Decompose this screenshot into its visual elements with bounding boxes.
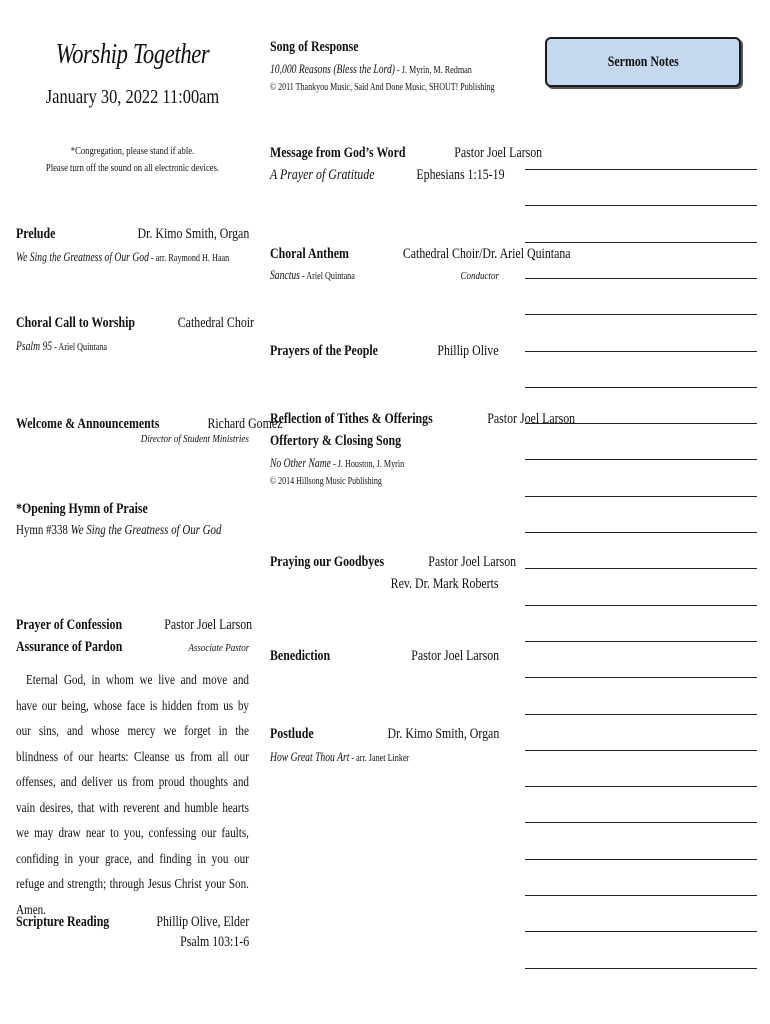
choral-call-title: Choral Call to Worship [16, 315, 136, 331]
note-line [525, 387, 757, 388]
device-note: Please turn off the sound on all electronic devices. [45, 163, 220, 174]
note-line [525, 169, 757, 170]
postlude-credit: - arr. Janet Linker [349, 752, 410, 764]
note-line [525, 677, 757, 678]
scripture-reference: Psalm 103:1-6 [179, 934, 249, 950]
message-title: Message from God’s Word [270, 145, 406, 161]
service-date: January 30, 2022 11:00am [45, 86, 220, 108]
offertory-copyright-line [270, 476, 410, 487]
confession-row [16, 614, 253, 636]
goodbyes-title: Praying our Goodbyes [270, 554, 385, 570]
opening-hymn-piece: We Sing the Greatness of Our God [70, 523, 222, 538]
bulletin-title: Worship Together [55, 38, 210, 70]
tithes-row [270, 408, 576, 430]
prelude-title: Prelude [16, 226, 56, 242]
goodbyes-row [270, 551, 517, 573]
confession-role: Associate Pastor [188, 642, 249, 654]
anthem-role: Conductor [460, 270, 499, 282]
welcome-row [16, 413, 283, 435]
prelude-row [16, 223, 249, 245]
note-line [525, 822, 757, 823]
scripture-row [16, 911, 249, 933]
note-line [525, 351, 757, 352]
song-response-credit: - J. Myrin, M. Redman [394, 64, 472, 76]
confession-person: Pastor Joel Larson [164, 617, 253, 633]
note-line [525, 641, 757, 642]
note-line [525, 750, 757, 751]
confession-title: Prayer of Confession [16, 617, 123, 633]
note-line [525, 714, 757, 715]
note-line [525, 895, 757, 896]
anthem-performer: Cathedral Choir/Dr. Ariel Quintana [403, 246, 571, 262]
offertory-row [270, 430, 499, 452]
song-response-row [270, 36, 499, 58]
choral-call-performer: Cathedral Choir [177, 315, 255, 331]
note-line [525, 278, 757, 279]
opening-hymn-line [16, 520, 279, 542]
choral-call-piece: Psalm 95 [16, 338, 53, 353]
opening-hymn-number: Hymn #338 [16, 523, 71, 538]
prayer-paragraph: Eternal God, in whom we live and move and have our being, whose face is hidden from us by our sins, and whose mercy we forget in the blindness of our hearts: Cleanse us from all our offenses, and deliver us from proud thoughts and vain desires, that with reverent and humble hearts we may draw near to you, confessing our faults, confiding in your grace, and finding in you our refuge and strength; through Jesus Christ your Son. Amen. [16, 672, 249, 917]
sermon-notes-header [545, 37, 741, 87]
choral-call-credit: - Ariel Quintana [52, 341, 108, 353]
opening-hymn-title: *Opening Hymn of Praise [16, 501, 148, 517]
offertory-piece-line [270, 452, 451, 475]
prelude-piece-line [16, 246, 304, 269]
offertory-piece: No Other Name [270, 455, 331, 470]
postlude-title: Postlude [270, 726, 314, 742]
note-line [525, 496, 757, 497]
welcome-title: Welcome & Announcements [16, 416, 160, 432]
postlude-performer: Dr. Kimo Smith, Organ [387, 726, 499, 742]
note-line [525, 568, 757, 569]
goodbyes-person: Pastor Joel Larson [428, 554, 517, 570]
note-line [525, 605, 757, 606]
anthem-row [270, 243, 571, 265]
welcome-role-line [117, 433, 249, 445]
sermon-notes-column [525, 0, 757, 1024]
postlude-piece: How Great Thou Art [270, 749, 350, 764]
benediction-person: Pastor Joel Larson [411, 648, 499, 664]
offertory-copyright: © 2014 Hillsong Music Publishing [270, 476, 382, 487]
sermon-title: A Prayer of Gratitude [270, 167, 375, 183]
choral-call-piece-line [16, 335, 139, 358]
prelude-piece: We Sing the Greatness of Our God [16, 249, 149, 264]
welcome-person: Richard Gomez [207, 416, 283, 432]
prayers-title: Prayers of the People [270, 343, 378, 359]
note-line [525, 859, 757, 860]
benediction-row [270, 645, 499, 667]
sermon-notes-label: Sermon Notes [607, 53, 679, 70]
note-line [525, 205, 757, 206]
scripture-reader: Phillip Olive, Elder [156, 914, 249, 930]
welcome-role: Director of Student Ministries [140, 433, 249, 445]
goodbyes-person2-line [367, 573, 499, 595]
prayer-of-confession-text [16, 667, 249, 922]
song-response-copyright-line [270, 82, 551, 93]
tithes-person: Pastor Joel Larson [487, 411, 576, 427]
sermon-reference: Ephesians 1:15-19 [416, 167, 505, 183]
prelude-performer: Dr. Kimo Smith, Organ [137, 226, 249, 242]
song-response-piece: 10,000 Reasons (Bless the Lord) [270, 61, 395, 76]
scripture-ref-line [165, 934, 249, 951]
note-line [525, 786, 757, 787]
opening-hymn-row [16, 498, 249, 520]
pardon-row [16, 636, 249, 659]
note-line [525, 242, 757, 243]
note-line [525, 423, 757, 424]
song-response-piece-line [270, 58, 543, 81]
prayers-row [270, 340, 499, 362]
message-preacher: Pastor Joel Larson [454, 145, 543, 161]
tithes-title: Reflection of Tithes & Offerings [270, 411, 433, 427]
anthem-title: Choral Anthem [270, 246, 349, 262]
congregation-note: *Congregation, please stand if able. [70, 146, 195, 157]
postlude-piece-line [270, 746, 458, 769]
message-row [270, 142, 543, 164]
note-line [525, 931, 757, 932]
anthem-sub-row [270, 264, 499, 287]
prelude-credit: - arr. Raymond H. Haan [148, 252, 230, 264]
goodbyes-person-2: Rev. Dr. Mark Roberts [391, 576, 499, 592]
note-line [525, 314, 757, 315]
benediction-title: Benediction [270, 648, 331, 664]
song-response-title: Song of Response [270, 39, 359, 55]
anthem-credit: - Ariel Quintana [299, 270, 355, 282]
scripture-title: Scripture Reading [16, 914, 110, 930]
postlude-row [270, 723, 499, 745]
note-line [525, 459, 757, 460]
choral-call-row [16, 312, 255, 334]
offertory-credit: - J. Houston, J. Myrin [330, 458, 405, 470]
song-response-copyright: © 2011 Thankyou Music, Said And Done Music, SHOUT! Publishing [270, 82, 495, 93]
pardon-title: Assurance of Pardon [16, 639, 123, 655]
offertory-title: Offertory & Closing Song [270, 433, 402, 449]
prayers-leader: Phillip Olive [437, 343, 499, 359]
note-line [525, 968, 757, 969]
anthem-piece: Sanctus [270, 267, 300, 282]
note-line [525, 532, 757, 533]
message-sub-row [270, 164, 505, 186]
